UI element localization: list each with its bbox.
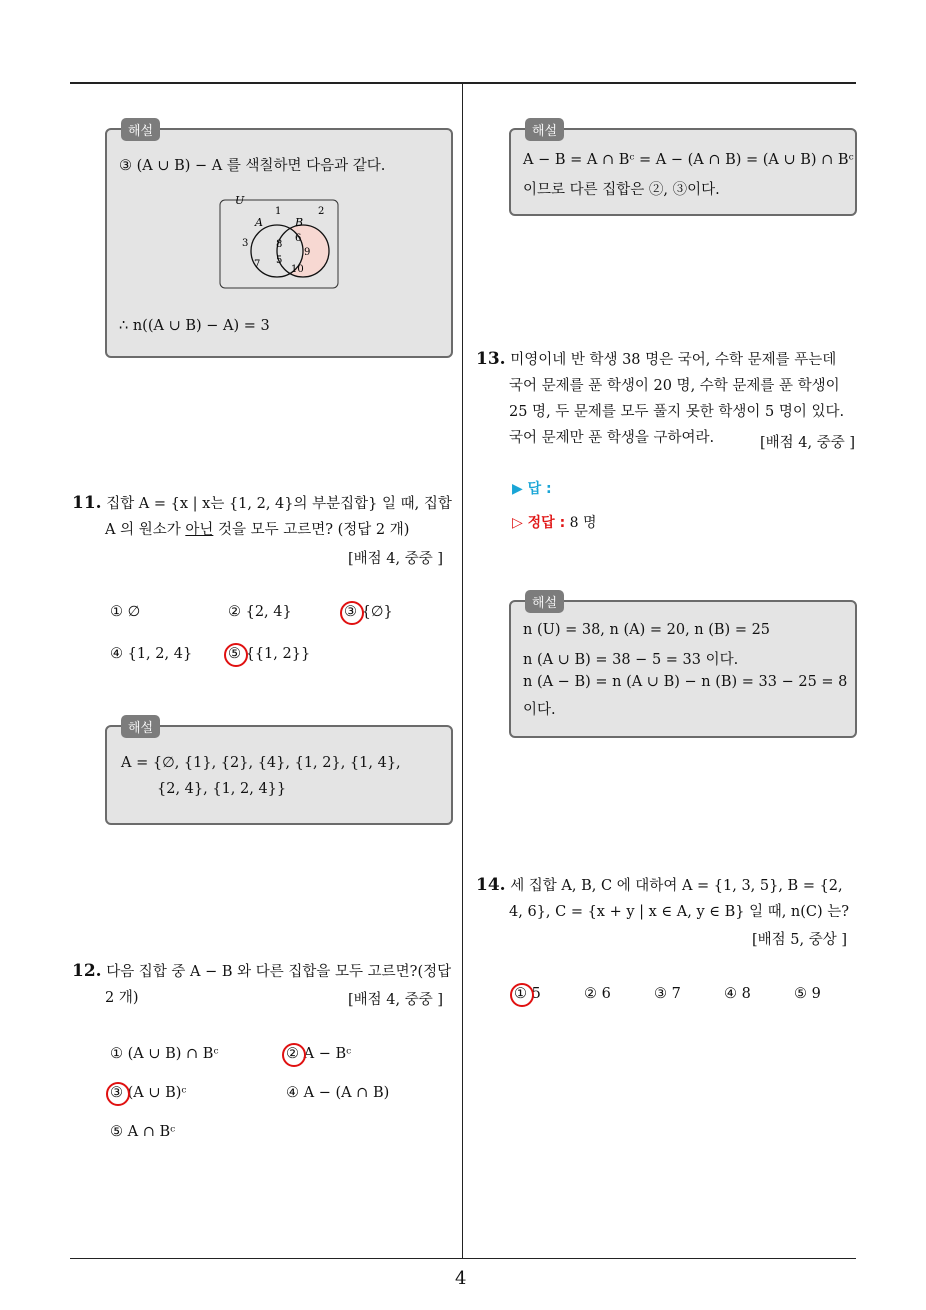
option-3[interactable]: ③ {∅} (344, 604, 393, 620)
option-5[interactable]: ⑤ A ∩ Bᶜ (110, 1124, 176, 1140)
selected-answer-mark (282, 1043, 306, 1067)
option-2[interactable]: ② {2, 4} (228, 604, 292, 620)
venn-universe-label: U (235, 196, 245, 207)
venn-a-label: A (255, 216, 263, 229)
question-number: 13. (476, 349, 506, 369)
solution-text: A = {∅, {1}, {2}, {4}, {1, 2}, {1, 4}, (121, 755, 401, 771)
question-text: 국어 문제만 푼 학생을 구하여라. (509, 430, 715, 446)
correct-answer-label: ▷ 정답 : (512, 515, 566, 531)
solution-box-11 (105, 721, 453, 825)
option-4[interactable]: ④ 8 (724, 986, 751, 1002)
option-1[interactable]: ① ∅ (110, 604, 141, 620)
option-4[interactable]: ④ A − (A ∩ B) (286, 1085, 390, 1101)
venn-outside-2: 2 (318, 206, 325, 217)
solution-text: n (A − B) = n (A ∪ B) − n (B) = 33 − 25 = 8 (523, 674, 848, 690)
option-3[interactable]: ③ (A ∪ B)ᶜ (110, 1085, 187, 1101)
solution-box-10 (105, 124, 453, 358)
selected-answer-mark (106, 1082, 130, 1106)
solution-text: 이다. (523, 702, 556, 718)
question-number: 14. (476, 875, 506, 895)
question-text: 다음 집합 중 A − B 와 다른 집합을 모두 고르면?(정답 (106, 964, 452, 980)
solution-text: A − B = A ∩ Bᶜ = A − (A ∩ B) = (A ∪ B) ∩ Bᶜ (523, 152, 854, 168)
column-divider (462, 84, 463, 1259)
question-text: A 의 원소가 (105, 522, 186, 538)
question-text: 미영이네 반 학생 38 명은 국어, 수학 문제를 푸는데 (510, 352, 837, 368)
selected-answer-mark (340, 601, 364, 625)
solution-box-13 (509, 596, 857, 738)
option-4[interactable]: ④ {1, 2, 4} (110, 646, 193, 662)
question-text: 세 집합 A, B, C 에 대하여 A = {1, 3, 5}, B = {2, (510, 878, 843, 894)
question-11 (72, 490, 452, 543)
explain-tag: 해설 (121, 118, 160, 141)
correct-answer-value: 8 명 (569, 515, 597, 531)
question-text: 2 개) (105, 990, 139, 1006)
solution-box-12 (509, 124, 857, 216)
solution-conclusion: ∴ n((A ∪ B) − A) = 3 (119, 318, 270, 334)
selected-answer-mark (224, 643, 248, 667)
option-5[interactable]: ⑤ 9 (794, 986, 821, 1002)
page-number: 4 (455, 1268, 467, 1289)
option-1[interactable]: ① 5 (514, 986, 541, 1002)
option-5[interactable]: ⑤ {{1, 2}} (228, 646, 311, 662)
venn-only-b-3: 10 (291, 264, 304, 275)
question-text: 4, 6}, C = {x + y | x ∈ A, y ∈ B} 일 때, n(C) 는? (509, 904, 850, 920)
venn-b-label: B (295, 216, 304, 229)
option-3[interactable]: ③ 7 (654, 986, 681, 1002)
option-2[interactable]: ② A − Bᶜ (286, 1046, 352, 1062)
venn-only-a-1: 3 (242, 238, 249, 249)
bottom-rule (70, 1258, 856, 1259)
venn-diagram (219, 196, 349, 296)
solution-text: n (A ∪ B) = 38 − 5 = 33 이다. (523, 652, 739, 668)
venn-both-2: 5 (276, 255, 283, 266)
question-text: 국어 문제를 푼 학생이 20 명, 수학 문제를 푼 학생이 (509, 378, 840, 394)
answer-input-label[interactable]: ▶ 답 : (512, 481, 552, 497)
venn-only-a-2: 7 (254, 259, 261, 270)
question-14 (476, 872, 860, 925)
selected-answer-mark (510, 983, 534, 1007)
question-text: 25 명, 두 문제를 모두 풀지 못한 학생이 5 명이 있다. (509, 404, 845, 420)
solution-text: {2, 4}, {1, 2, 4}} (157, 781, 287, 797)
solution-text: ③ (A ∪ B) − A 를 색칠하면 다음과 같다. (119, 158, 386, 174)
top-rule (70, 82, 856, 84)
points-label: [배점 4, 중중 ] (760, 435, 856, 451)
question-number: 12. (72, 961, 102, 981)
option-2[interactable]: ② 6 (584, 986, 611, 1002)
question-text: 것을 모두 고르면? (정답 2 개) (213, 522, 410, 538)
option-1[interactable]: ① (A ∪ B) ∩ Bᶜ (110, 1046, 219, 1062)
correct-answer (512, 512, 597, 532)
venn-outside-1: 1 (275, 206, 282, 217)
underlined-word: 아닌 (185, 522, 214, 538)
venn-both-1: 8 (276, 239, 283, 250)
explain-tag: 해설 (525, 118, 564, 141)
explain-tag: 해설 (525, 590, 564, 613)
question-number: 11. (72, 493, 102, 513)
solution-text: 이므로 다른 집합은 ②, ③이다. (523, 182, 720, 198)
question-text: 집합 A = {x | x는 {1, 2, 4}의 부분집합} 일 때, 집합 (106, 496, 452, 512)
points-label: [배점 4, 중중 ] (348, 551, 444, 567)
venn-only-b-1: 6 (295, 233, 302, 244)
venn-only-b-2: 9 (304, 247, 311, 258)
explain-tag: 해설 (121, 715, 160, 738)
points-label: [배점 4, 중중 ] (348, 992, 444, 1008)
solution-text: n (U) = 38, n (A) = 20, n (B) = 25 (523, 622, 771, 638)
points-label: [배점 5, 중상 ] (752, 932, 848, 948)
